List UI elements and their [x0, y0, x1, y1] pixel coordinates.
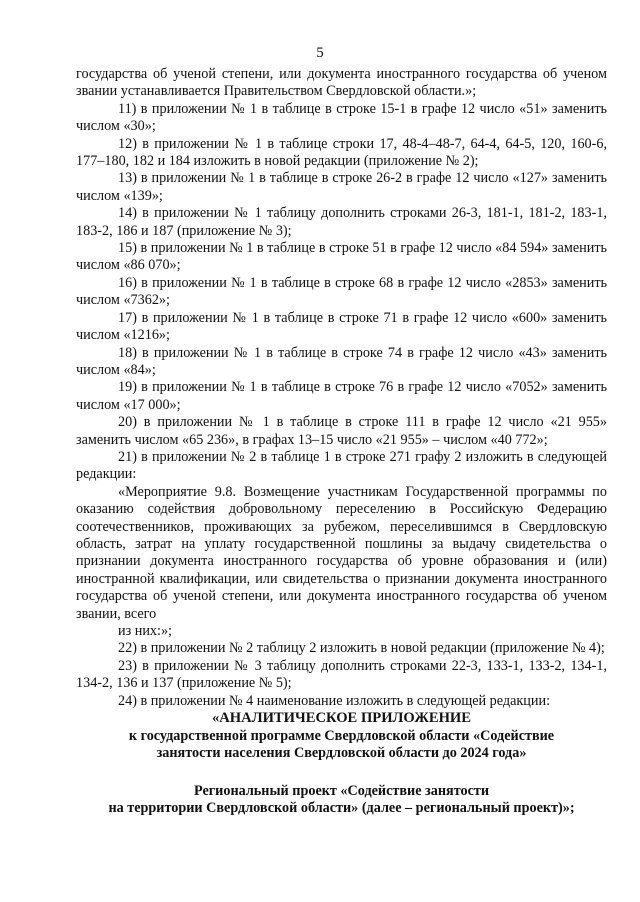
spacer [76, 763, 607, 783]
document-body [76, 66, 607, 818]
paragraph-item-20: 20) в приложении № 1 в таблице в строке 111 в графе 12 число «21 955» заменить числом «65 236», в графах 13–15 число «21 955» – числом «40 772»; [76, 414, 607, 448]
paragraph-item-24: 24) в приложении № 4 наименование изложить в следующей редакции: [118, 692, 551, 709]
paragraph-item-17: 17) в приложении № 1 в таблице в строке 71 в графе 12 число «600» заменить числом «1216»; [76, 309, 607, 344]
appendix-title-line-3: занятости населения Свердловской области до 2024 года» [156, 745, 527, 762]
paragraph-item-11: 11) в приложении № 1 в таблице в строке 15-1 в графе 12 число «51» заменить числом «30»; [76, 100, 607, 135]
regional-project-title-line-2: на территории Свердловской области» (далее – региональный проект)»; [108, 800, 575, 817]
regional-project-title-line-1: Региональный проект «Содействие занятости [193, 782, 490, 799]
paragraph-item-15: 15) в приложении № 1 в таблице в строке 51 в графе 12 число «84 594» заменить числом «86 070»; [76, 240, 607, 274]
paragraph-quoted-measure: «Мероприятие 9.8. Возмещение участникам Государственной программы по оказанию содействия добровольному переселению в Российскую Федерацию соотечественников, проживающих за рубежом, переселившимся в Свердловскую область, затрат на уплату государственной пошлины за выдачу свидетельства о признании документа иностранного государства об уровне образования и (или) иностранной квалификации, или свидетельства о признании документа иностранного государства об ученой степени, или документа иностранного государства об ученом звании, всего [76, 483, 607, 622]
paragraph-item-22: 22) в приложении № 2 таблицу 2 изложить в новой редакции (приложение № 4); [118, 640, 605, 657]
paragraph-item-21: 21) в приложении № 2 в таблице 1 в строке 271 графу 2 изложить в следующей редакции: [76, 448, 607, 483]
page-number: 5 [316, 45, 324, 61]
appendix-title [76, 710, 607, 763]
paragraph-item-16: 16) в приложении № 1 в таблице в строке 68 в графе 12 число «2853» заменить числом «7362»; [76, 274, 607, 309]
appendix-title-line-1: «АНАЛИТИЧЕСКОЕ ПРИЛОЖЕНИЕ [211, 710, 472, 727]
paragraph-item-12: 12) в приложении № 1 в таблице строки 17, 48-4–48-7, 64-4, 64-5, 120, 160-6, 177–180, 182 и 184 изложить в новой редакции (приложение № 2); [76, 135, 607, 170]
appendix-title-line-2: к государственной программе Свердловской области «Содействие [128, 727, 555, 744]
paragraph-item-14: 14) в приложении № 1 таблицу дополнить строками 26-3, 181-1, 181-2, 183-1, 183-2, 186 и 187 (приложение № 3); [76, 205, 607, 239]
paragraph-continuation: государства об ученой степени, или документа иностранного государства об ученом звании устанавливается Правительством Свердловской области.»; [76, 66, 607, 100]
paragraph-item-23: 23) в приложении № 3 таблицу дополнить строками 22-3, 133-1, 133-2, 134-1, 134-2, 136 и 137 (приложение № 5); [76, 657, 607, 692]
paragraph-item-19: 19) в приложении № 1 в таблице в строке 76 в графе 12 число «7052» заменить числом «17 000»; [76, 379, 607, 413]
paragraph-item-13: 13) в приложении № 1 в таблице в строке 26-2 в графе 12 число «127» заменить числом «139»; [76, 170, 607, 204]
paragraph-item-18: 18) в приложении № 1 в таблице в строке 74 в графе 12 число «43» заменить числом «84»; [76, 344, 607, 378]
paragraph-quoted-tail: из них:»; [118, 623, 172, 639]
regional-project-title [76, 783, 607, 818]
